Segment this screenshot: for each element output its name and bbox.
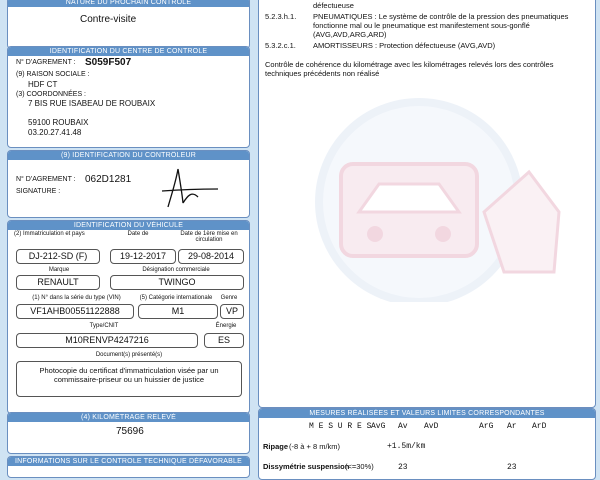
inspection-date-value: 19-12-2017 xyxy=(110,249,176,264)
col-avd: AvD xyxy=(424,422,439,431)
controller-agreement-value: 062D1281 xyxy=(85,174,132,185)
unfavorable-info-panel xyxy=(7,456,250,478)
defect-line0: défectueuse xyxy=(313,1,354,10)
center-identification-panel xyxy=(7,46,250,148)
documents-value: Photocopie du certificat d'immatriculation visée par un commissaire-priseur ou un huissier de justice xyxy=(16,361,242,397)
center-agreement-value: S059F507 xyxy=(85,57,132,68)
defect1-code: 5.2.3.h.1. xyxy=(265,12,297,21)
registration-value: DJ-212-SD (F) xyxy=(16,249,100,264)
car-watermark-emblem xyxy=(279,92,579,302)
center-contact-label: (3) COORDONNÉES : xyxy=(16,91,87,98)
vin-value: VF1AHB00551122888 xyxy=(16,304,134,319)
controller-identification-panel xyxy=(7,150,250,218)
dissymmetry-av: 23 xyxy=(398,463,408,472)
energy-value: ES xyxy=(204,333,244,348)
ripage-label: Ripage xyxy=(263,442,289,451)
ripage-value: +1.5m/km xyxy=(387,442,426,451)
measurements-header: MESURES RÉALISÉES ET VALEURS LIMITES CORRESPONDANTES xyxy=(259,409,595,418)
controller-signature-label: SIGNATURE : xyxy=(16,188,61,195)
controller-header: (9) IDENTIFICATION DU CONTRÔLEUR xyxy=(8,151,249,160)
measurements-panel xyxy=(258,408,596,480)
next-inspection-value: Contre-visite xyxy=(80,14,137,25)
vehicle-identification-panel xyxy=(7,220,250,414)
mileage-panel xyxy=(7,412,250,454)
defect2-code: 5.3.2.c.1. xyxy=(265,41,296,50)
defect2-text: AMORTISSEURS : Protection défectueuse (AVG,AVD) xyxy=(313,41,496,50)
dissymmetry-label: Dissymétrie suspension xyxy=(263,462,350,471)
unfavorable-info-header: INFORMATIONS SUR LE CONTROLE TECHNIQUE DÉFAVORABLE xyxy=(8,457,249,466)
model-value: TWINGO xyxy=(110,275,244,290)
category-value: M1 xyxy=(138,304,218,319)
col-ard: ArD xyxy=(532,422,547,431)
mileage-note-1: Contrôle de cohérence du kilométrage avec les kilométrages relevés lors des contrôles xyxy=(265,60,554,69)
dissymmetry-limits: (<=30%) xyxy=(345,462,374,471)
center-phone: 03.20.27.41.48 xyxy=(28,128,82,137)
center-header: IDENTIFICATION DU CENTRE DE CONTROLE xyxy=(8,47,249,56)
center-address-line2: 59100 ROUBAIX xyxy=(28,118,89,127)
defect1-text-2: fonctionne mal ou le pneumatique est manifestement sous-gonflé xyxy=(313,21,530,30)
mileage-header: (4) KILOMÉTRAGE RELEVÉ xyxy=(8,413,249,422)
signature-mark xyxy=(148,163,228,213)
next-inspection-header: NATURE DU PROCHAIN CONTROLE xyxy=(8,0,249,7)
brand-value: RENAULT xyxy=(16,275,100,290)
vin-label: (1) N° dans la série du type (VIN) xyxy=(32,295,121,301)
first-registration-value: 29-08-2014 xyxy=(178,249,244,264)
genre-label: Genre xyxy=(220,295,238,301)
col-avg: AvG xyxy=(371,422,386,431)
mileage-value: 75696 xyxy=(116,426,144,437)
col-ar: Ar xyxy=(507,422,517,431)
controller-agreement-label: N° D'AGREMENT : xyxy=(16,176,76,183)
vehicle-header: IDENTIFICATION DU VÉHICULE xyxy=(8,221,249,230)
center-company-value: HDF CT xyxy=(28,80,58,89)
type-cnit-label: Type/CNIT xyxy=(89,323,119,329)
center-address-line1: 7 BIS RUE ISABEAU DE ROUBAIX xyxy=(28,99,156,108)
defect1-text-3: (AVG,AVD,ARG,ARD) xyxy=(313,30,387,39)
defects-panel xyxy=(258,0,596,408)
registration-label: (2) Immatriculation et pays xyxy=(14,231,85,237)
next-inspection-panel xyxy=(7,0,250,49)
first-registration-label: Date de 1ère mise en circulation xyxy=(180,231,238,243)
center-agreement-label: N° D'AGREMENT : xyxy=(16,59,76,66)
genre-value: VP xyxy=(220,304,244,319)
energy-label: Énergie xyxy=(215,323,237,329)
category-label: (5) Catégorie internationale xyxy=(139,295,213,301)
col-arg: ArG xyxy=(479,422,494,431)
col-av: Av xyxy=(398,422,408,431)
dissymmetry-ar: 23 xyxy=(507,463,517,472)
mileage-note-2: techniques précédents non réalisé xyxy=(265,69,380,78)
date-label: Date de xyxy=(127,231,149,237)
defect1-text-1: PNEUMATIQUES : Le système de contrôle de la pression des pneumatiques xyxy=(313,12,569,21)
ripage-limits: (-8 à + 8 m/km) xyxy=(289,442,341,451)
measurements-title: M E S U R E S xyxy=(309,422,372,431)
model-label: Désignation commerciale xyxy=(142,267,210,273)
center-company-label: (9) RAISON SOCIALE : xyxy=(16,71,90,78)
type-cnit-value: M10RENVP4247216 xyxy=(16,333,198,348)
brand-label: Marque xyxy=(48,267,70,273)
documents-label: Document(s) présenté(s) xyxy=(95,352,163,358)
